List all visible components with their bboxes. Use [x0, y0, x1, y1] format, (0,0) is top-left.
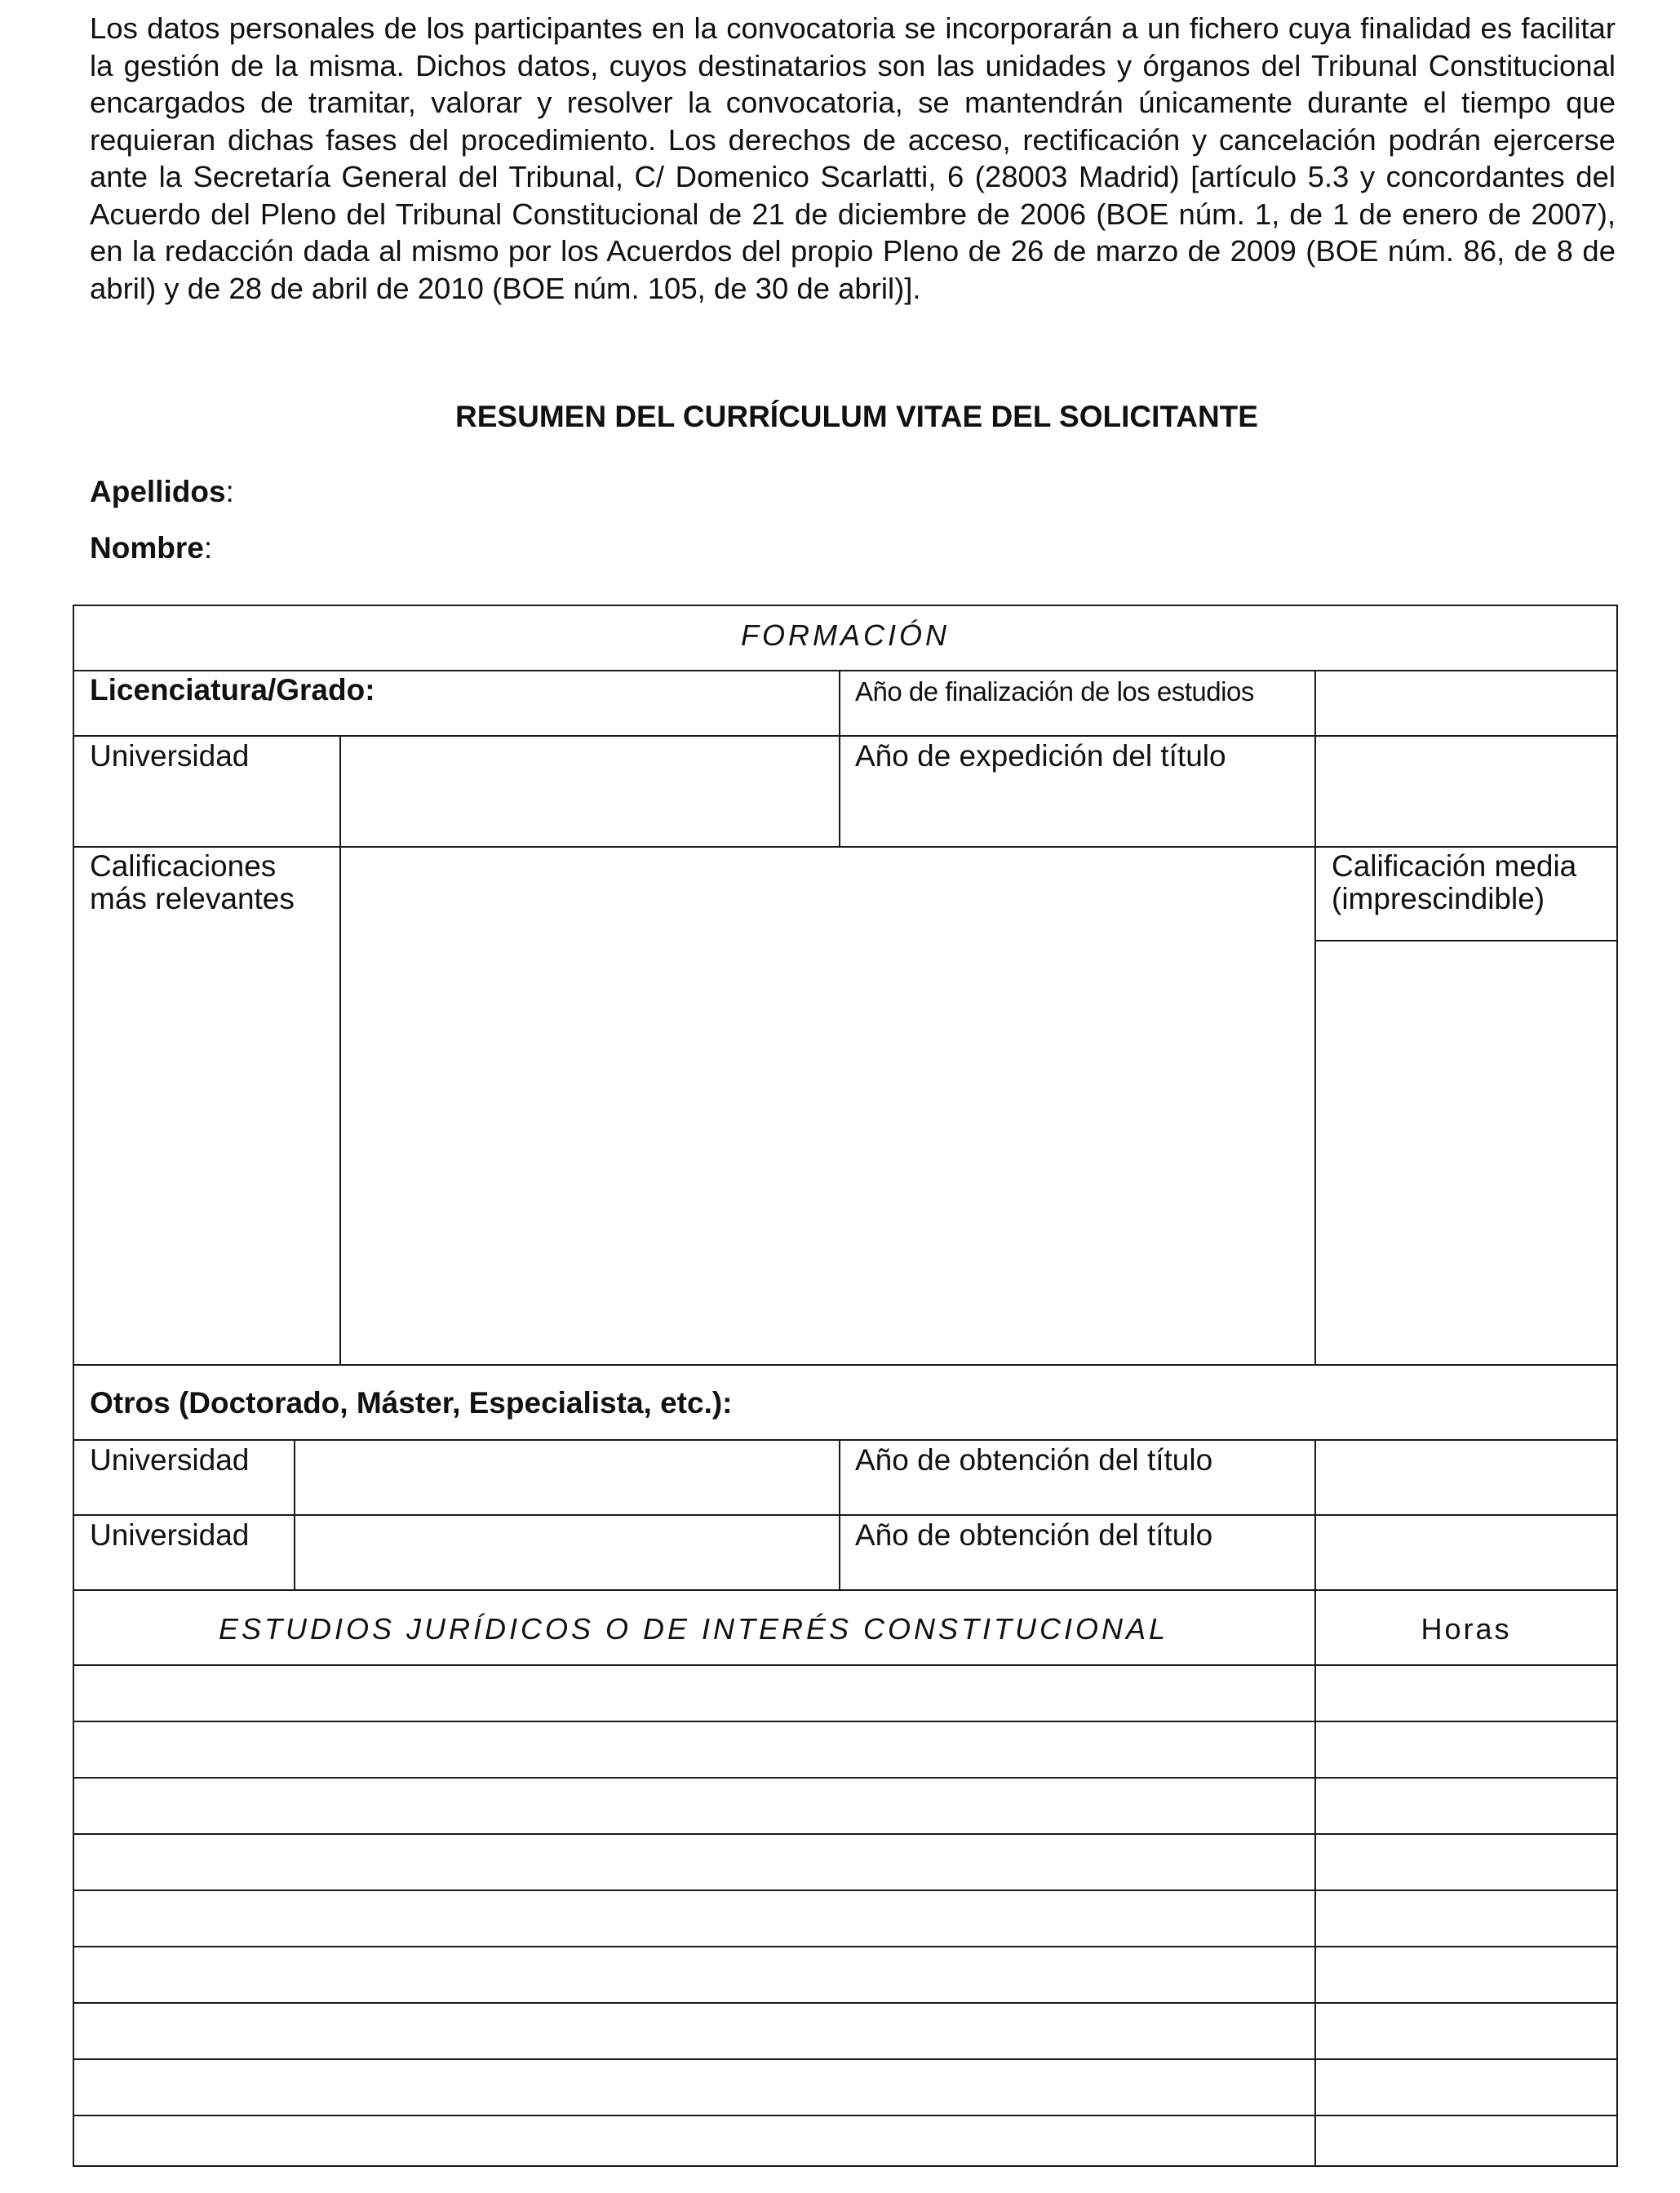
ano-expedicion-input[interactable] [1321, 738, 1615, 844]
formacion-header: FORMACIÓN [741, 618, 950, 652]
table-border [839, 670, 840, 846]
table-border [1314, 735, 1316, 846]
table-border [73, 1514, 1618, 1516]
estudios-header: ESTUDIOS JURÍDICOS O DE INTERÉS CONSTITUCIONAL [218, 1612, 1169, 1646]
otros-ano-label: Año de obtención del título [855, 1518, 1213, 1552]
table-border [1314, 940, 1618, 941]
otros-universidad-label: Universidad [90, 1443, 250, 1477]
table-border [1314, 1439, 1316, 1589]
estudios-row[interactable] [73, 1835, 1617, 1889]
estudios-row[interactable] [73, 1891, 1617, 1945]
table-border [339, 846, 341, 1364]
form-title: RESUMEN DEL CURRÍCULUM VITAE DEL SOLICITANTE [455, 400, 1258, 433]
nombre-field[interactable] [90, 531, 212, 565]
ano-finalizacion-label: Año de finalización de los estudios [855, 676, 1254, 707]
table-border [294, 1439, 295, 1589]
table-border [73, 605, 1618, 606]
otros-universidad-input[interactable] [300, 1517, 836, 1588]
table-border [73, 1439, 1618, 1441]
calificaciones-input[interactable] [346, 848, 1312, 1361]
estudios-row[interactable] [73, 1722, 1617, 1776]
otros-universidad-label: Universidad [90, 1518, 250, 1552]
estudios-row[interactable] [73, 1666, 1617, 1720]
colon: : [225, 475, 234, 508]
estudios-row[interactable] [73, 1779, 1617, 1832]
table-border [73, 1364, 1618, 1366]
ano-expedicion-label: Año de expedición del título [855, 739, 1226, 773]
apellidos-field[interactable] [90, 475, 234, 509]
table-border [73, 1589, 1618, 1591]
universidad-label: Universidad [90, 739, 250, 773]
estudios-row[interactable] [73, 2060, 1617, 2114]
calificaciones-label-line: más relevantes [90, 882, 295, 915]
otros-ano-label: Año de obtención del título [855, 1443, 1213, 1477]
calificacion-media-label-line: (imprescindible) [1332, 882, 1545, 915]
licenciatura-label: Licenciatura/Grado: [90, 673, 375, 707]
ano-finalizacion-input[interactable] [1321, 672, 1615, 733]
calificacion-media-label [1332, 850, 1576, 915]
nombre-label: Nombre [90, 531, 204, 565]
privacy-notice-paragraph: Los datos personales de los participantes en la convocatoria se incorporarán a un fichero cuya finalidad es facilitar la gestión de la misma. Dichos datos, cuyos destinatarios son las unidades y órganos del Tribunal Constitucional encargados de tramitar, valorar y resolver la convocatoria, se mantendrán únicamente durante el tiempo que requieran dichas fases del procedimiento. Los derechos de acceso, rectificación y cancelación podrán ejercerse ante la Secretaría General del Tribunal, C/ Domenico Scarlatti, 6 (28003 Madrid) [artículo 5.3 y concordantes del Acuerdo del Pleno del Tribunal Constitucional de 21 de diciembre de 2006 (BOE núm. 1, de 1 de enero de 2007), en la redacción dada al mismo por los Acuerdos del propio Pleno de 26 de marzo de 2009 (BOE núm. 86, de 8 de abril) y de 28 de abril de 2010 (BOE núm. 105, de 30 de abril)]. [90, 11, 1616, 305]
table-border [339, 735, 341, 846]
table-border [73, 2165, 1618, 2167]
calificaciones-label-line: Calificaciones [90, 849, 277, 883]
calificacion-media-label-line: Calificación media [1332, 849, 1577, 883]
table-border [1314, 670, 1316, 735]
table-border [73, 846, 1618, 848]
table-border [73, 670, 1618, 671]
otros-universidad-input[interactable] [300, 1442, 836, 1513]
calificacion-media-input[interactable] [1321, 943, 1615, 1361]
licenciatura-input[interactable] [845, 672, 1310, 733]
table-border [1314, 846, 1316, 1364]
apellidos-label: Apellidos [90, 475, 226, 508]
estudios-row[interactable] [73, 2004, 1617, 2058]
colon: : [203, 531, 213, 565]
table-border [73, 735, 1618, 737]
otros-ano-input[interactable] [1321, 1442, 1615, 1513]
estudios-row[interactable] [73, 2116, 1617, 2164]
table-border [839, 1439, 840, 1589]
estudios-row[interactable] [73, 1947, 1617, 2001]
otros-ano-input[interactable] [1321, 1517, 1615, 1588]
universidad-input[interactable] [346, 738, 836, 844]
horas-header: Horas [1421, 1612, 1512, 1646]
calificaciones-label [90, 850, 295, 915]
otros-label: Otros (Doctorado, Máster, Especialista, etc.): [90, 1386, 733, 1420]
